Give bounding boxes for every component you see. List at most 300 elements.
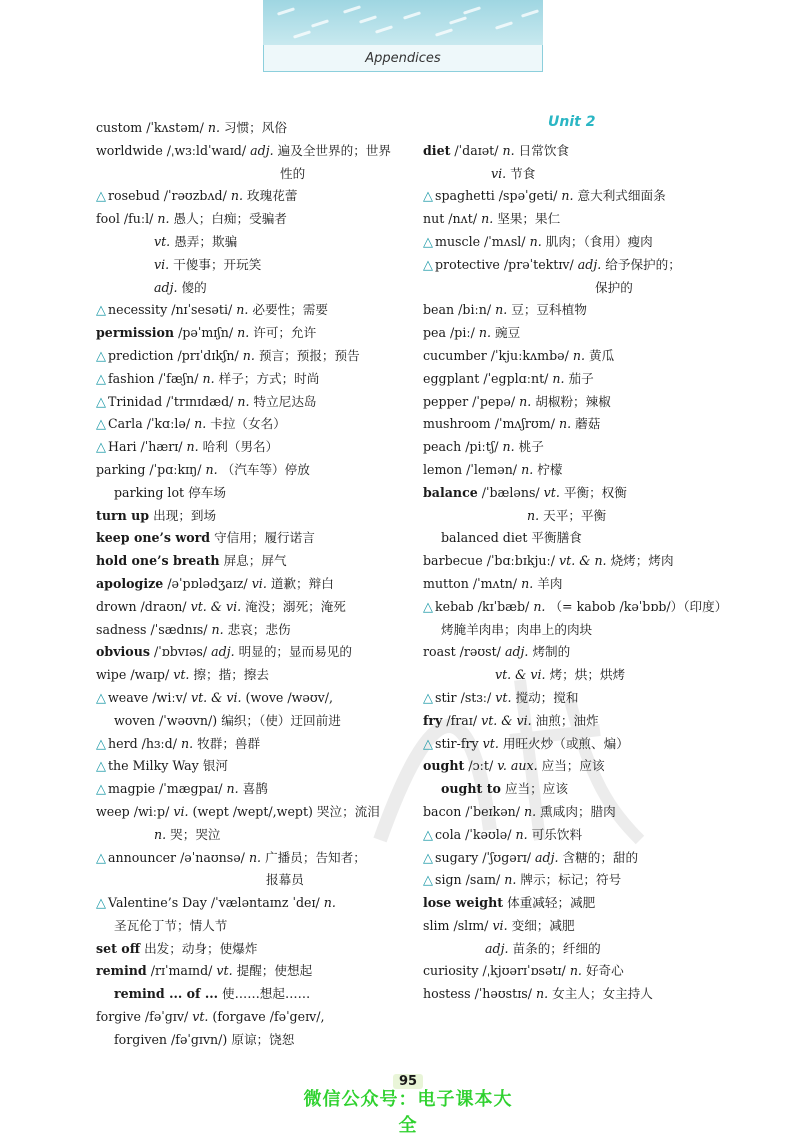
headword: stir /stɜː/ <box>435 689 492 705</box>
part-of-speech: adj. <box>211 644 235 660</box>
part-of-speech: adj. <box>504 644 529 660</box>
definition: 遍及全世界的；世界 <box>277 142 391 158</box>
vocab-entry <box>96 778 396 801</box>
part-of-speech: vt. & vi. <box>190 689 242 705</box>
part-of-speech: vt. <box>495 689 512 705</box>
definition: 提醒；使想起 <box>236 963 313 979</box>
part-of-speech: n. <box>248 849 262 865</box>
vocab-entry <box>96 277 396 300</box>
definition: 停车场 <box>188 484 226 500</box>
wechat-watermark-text: 微信公众号：电子课本大全 <box>303 1089 513 1136</box>
vocab-entry <box>96 892 396 915</box>
page-footer <box>298 1070 518 1136</box>
headword: set off <box>96 940 141 956</box>
vocab-entry <box>423 550 683 573</box>
headword: rosebud /ˈrəʊzbʌd/ <box>108 188 227 204</box>
part-of-speech: n. <box>495 302 508 318</box>
part-of-speech: n. <box>202 370 215 386</box>
definition: 平衡；权衡 <box>563 484 627 500</box>
definition: 明显的；显而易见的 <box>238 644 352 660</box>
definition: 体重减轻；减肥 <box>507 895 596 911</box>
definition: 烤腌羊肉串；肉串上的肉块 <box>441 621 593 637</box>
vocab-entry <box>96 163 396 186</box>
part-of-speech: n. <box>207 120 220 135</box>
part-of-speech: n. <box>502 439 515 455</box>
vocab-entry <box>96 687 396 710</box>
part-of-speech: n. <box>230 188 244 204</box>
part-of-speech: n. <box>558 416 572 432</box>
triangle-marker-icon: △ <box>96 348 106 364</box>
headword: necessity /nɪˈsesəti/ <box>108 302 233 318</box>
headword: nut /nʌt/ <box>423 211 478 227</box>
triangle-marker-icon: △ <box>96 759 106 775</box>
triangle-marker-icon: △ <box>96 850 106 866</box>
vocab-entry <box>423 619 683 642</box>
appendices-header <box>263 0 543 72</box>
headword: lemon /ˈlemən/ <box>423 461 518 477</box>
part-of-speech: n. <box>504 872 517 888</box>
headword: fool /fuːl/ <box>96 211 154 227</box>
headword: weave /wiːv/ <box>108 689 187 705</box>
definition: 银河 <box>202 758 229 774</box>
headword: sugary /ˈʃʊgərɪ/ <box>435 849 532 865</box>
part-of-speech: vi. <box>491 165 507 181</box>
headword: pepper /ˈpepə/ <box>423 393 516 409</box>
headword: bean /biːn/ <box>423 302 492 318</box>
part-of-speech: adj. <box>485 940 509 956</box>
headword: herd /hɜːd/ <box>108 735 177 751</box>
vocab-entry <box>423 915 683 938</box>
definition: 愚人；白痴；受骗者 <box>173 211 287 227</box>
vocab-entry <box>423 277 683 300</box>
vocab-entry <box>423 436 683 459</box>
phonetic: /pəˈmɪʃn/ <box>174 325 234 341</box>
headword: balanced diet <box>441 530 528 546</box>
triangle-marker-icon: △ <box>423 736 433 752</box>
vocab-entry <box>423 664 683 687</box>
part-of-speech: n. <box>535 986 549 1002</box>
headword: protective /prəˈtektɪv/ <box>435 256 574 272</box>
part-of-speech: vi. <box>251 575 267 591</box>
vocab-entry <box>96 482 396 505</box>
vocab-entry <box>423 938 683 961</box>
vocab-entry <box>96 231 396 254</box>
part-of-speech: vi. <box>173 803 189 819</box>
part-of-speech: vt. <box>192 1009 209 1025</box>
headword: remind ... of ... <box>114 986 218 1002</box>
headword: custom /ˈkʌstəm/ <box>96 120 204 135</box>
headword: turn up <box>96 507 150 523</box>
definition: 应当；应该 <box>541 758 605 774</box>
definition: 烤制的 <box>532 644 571 660</box>
definition: 天平；平衡 <box>543 507 607 523</box>
headword: spaghetti /spəˈgeti/ <box>435 188 558 204</box>
vocab-entry <box>423 117 683 140</box>
definition: 玫瑰花蕾 <box>247 188 298 204</box>
vocab-entry <box>423 824 683 847</box>
vocab-entry <box>96 755 396 778</box>
part-of-speech: n. <box>521 575 534 591</box>
triangle-marker-icon: △ <box>96 417 106 433</box>
definition: 卡拉（女名） <box>210 416 286 432</box>
definition: 意大利式细面条 <box>577 188 666 204</box>
triangle-marker-icon: △ <box>96 782 106 798</box>
triangle-marker-icon: △ <box>96 896 106 912</box>
triangle-marker-icon: △ <box>423 257 433 273</box>
definition: 可乐饮料 <box>531 826 583 842</box>
vocab-entry <box>96 573 396 596</box>
phonetic: /ˈbæləns/ <box>477 484 540 500</box>
headword: prediction /prɪˈdɪkʃn/ <box>108 347 239 363</box>
vocab-entry <box>423 801 683 824</box>
definition: 样子；方式；时尚 <box>218 370 320 386</box>
headword: apologize <box>96 575 164 591</box>
definition: 报幕员 <box>266 872 304 888</box>
triangle-marker-icon: △ <box>96 189 106 205</box>
triangle-marker-icon: △ <box>96 736 106 752</box>
vocab-entry <box>96 550 396 573</box>
definition: 桃子 <box>518 439 544 455</box>
definition: 含糖的；甜的 <box>562 849 639 865</box>
definition: 烧烤；烤肉 <box>610 553 674 569</box>
headword: remind <box>96 963 147 979</box>
definition: 茄子 <box>568 370 594 386</box>
part-of-speech: n. <box>237 325 250 341</box>
vocab-entry <box>96 368 396 391</box>
vocab-entry <box>423 322 683 345</box>
definition: 特立尼达岛 <box>253 393 317 409</box>
part-of-speech: adj. <box>250 142 274 158</box>
vocab-entry <box>96 619 396 642</box>
definition: 淹没；溺死；淹死 <box>245 598 346 614</box>
vocab-entry <box>423 482 683 505</box>
part-of-speech: n. <box>478 325 491 341</box>
definition: 羊肉 <box>537 575 563 591</box>
headword: muscle /ˈmʌsl/ <box>435 233 526 249</box>
definition: 愚弄；欺骗 <box>174 233 238 249</box>
vocab-entry <box>423 573 683 596</box>
definition: 许可；允许 <box>253 325 317 341</box>
vocab-entry <box>96 322 396 345</box>
vocab-entry <box>423 778 683 801</box>
phonetic: /əˈpɒlədʒaɪz/ <box>163 575 248 591</box>
definition: 女主人；女主持人 <box>552 986 653 1002</box>
definition: 豌豆 <box>495 325 521 341</box>
vocab-entry <box>96 641 396 664</box>
vocab-entry <box>96 847 396 870</box>
definition: 苗条的；纤细的 <box>512 940 601 956</box>
part-of-speech: vi. <box>492 917 508 933</box>
vocab-entry <box>96 733 396 756</box>
vocab-entry <box>423 368 683 391</box>
definition: 性的 <box>280 165 306 181</box>
triangle-marker-icon: △ <box>423 690 433 706</box>
definition: 平衡膳食 <box>531 530 582 546</box>
phonetic: /ˈɒbvɪəs/ <box>149 644 208 660</box>
part-of-speech: n. <box>242 347 255 363</box>
definition: 习惯；风俗 <box>223 120 287 135</box>
definition: 烤；烘；烘烤 <box>549 667 626 683</box>
definition: 好奇心 <box>585 963 624 979</box>
vocab-entry <box>423 254 683 277</box>
vocab-entry <box>423 847 683 870</box>
vocab-entry <box>423 892 683 915</box>
part-of-speech: n. <box>533 598 546 614</box>
vocab-entry <box>96 436 396 459</box>
headword: bacon /ˈbeɪkən/ <box>423 803 521 819</box>
headword: peach /piːtʃ/ <box>423 439 499 455</box>
definition: 蘑菇 <box>575 416 601 432</box>
vocab-entry <box>423 231 683 254</box>
header-decorative-band <box>263 0 543 45</box>
definition: 屏息；屏气 <box>223 553 287 569</box>
definition: 傻的 <box>181 279 207 295</box>
part-of-speech: n. <box>572 347 585 363</box>
part-of-speech: adj. <box>535 849 559 865</box>
headword: Trinidad /ˈtrɪnɪdæd/ <box>108 393 234 409</box>
definition: 擦；揩；擦去 <box>193 667 269 683</box>
definition: 哈利（男名） <box>202 439 279 455</box>
definition: 牧群；兽群 <box>197 735 261 751</box>
part-of-speech: n. <box>237 393 250 409</box>
headword: slim /slɪm/ <box>423 917 489 933</box>
headword: stir-fry <box>435 735 479 751</box>
phonetic: /fraɪ/ <box>442 712 478 728</box>
definition: 日常饮食 <box>518 142 570 158</box>
vocab-entry <box>96 1006 396 1029</box>
headword: hold one’s breath <box>96 553 220 569</box>
headword: obvious <box>96 644 150 660</box>
definition: （汽车等）停放 <box>221 461 310 477</box>
vocab-entry <box>96 413 396 436</box>
headword: sadness /ˈsædnɪs/ <box>96 621 208 637</box>
vocab-entry <box>423 345 683 368</box>
part-of-speech: n. <box>323 895 336 911</box>
headword: sign /saɪn/ <box>435 872 501 888</box>
part-of-speech: n. <box>226 781 239 797</box>
triangle-marker-icon: △ <box>96 371 106 387</box>
headword: mutton /ˈmʌtn/ <box>423 575 518 591</box>
definition: 油煎；油炸 <box>535 712 599 728</box>
headword: curiosity /ˌkjʊərɪˈɒsətɪ/ <box>423 963 566 979</box>
phonetic: /rɪˈmaɪnd/ <box>146 963 213 979</box>
triangle-marker-icon: △ <box>423 827 433 843</box>
phonetic: /ɔːt/ <box>464 758 494 774</box>
definition: 干傻事；开玩笑 <box>173 256 262 272</box>
vocab-entry <box>96 527 396 550</box>
part-of-speech: vt. <box>482 735 499 751</box>
definition: 编织；（使）迂回前进 <box>221 712 341 728</box>
headword: Valentine’s Day /ˈvæləntaɪnz ˈdeɪ/ <box>108 895 320 911</box>
definition: 广播员；告知者； <box>265 849 366 865</box>
headword: cola /ˈkəʊlə/ <box>435 826 512 842</box>
definition: (wept /wept/,wept) 哭泣；流泪 <box>192 803 380 819</box>
vocab-entry <box>96 505 396 528</box>
definition: 守信用；履行诺言 <box>214 530 315 546</box>
vocab-entry <box>96 391 396 414</box>
vocab-entry <box>96 664 396 687</box>
part-of-speech: n. <box>194 416 207 432</box>
part-of-speech: n. <box>515 826 528 842</box>
vocab-entry <box>423 413 683 436</box>
part-of-speech: n. <box>211 621 224 637</box>
definition: 肌肉；（食用）瘦肉 <box>545 233 653 249</box>
vocab-entry <box>96 824 396 847</box>
definition: 哭；哭泣 <box>170 826 221 842</box>
headword: forgiven /fəˈgɪvn/) <box>114 1031 228 1047</box>
vocab-entry <box>423 710 683 733</box>
headword: wipe /waɪp/ <box>96 667 170 683</box>
definition: 预言；预报；预告 <box>258 347 360 363</box>
vocab-entry <box>96 254 396 277</box>
triangle-marker-icon: △ <box>96 303 106 319</box>
part-of-speech: n. <box>154 826 167 842</box>
header-title: Appendices <box>263 45 543 72</box>
headword: eggplant /ˈegplɑːnt/ <box>423 370 549 386</box>
headword: worldwide /ˌwɜːldˈwaɪd/ <box>96 142 247 158</box>
headword: mushroom /ˈmʌʃrʊm/ <box>423 416 555 432</box>
definition: 豆；豆科植物 <box>511 302 587 318</box>
vocab-entry <box>423 505 683 528</box>
part-of-speech: n. <box>569 963 582 979</box>
definition: 悲哀；悲伤 <box>227 621 291 637</box>
definition: 保护的 <box>595 279 633 295</box>
vocab-entry <box>423 527 683 550</box>
vocab-entry <box>96 1029 396 1052</box>
vocab-entry <box>96 117 396 140</box>
headword: barbecue /ˈbɑːbɪkjuː/ <box>423 553 556 569</box>
part-of-speech: vt. & vi. <box>190 598 242 614</box>
definition: 应当；应该 <box>504 781 568 797</box>
vocab-entry <box>96 185 396 208</box>
part-of-speech: vt. & n. <box>559 553 607 569</box>
headword: cucumber /ˈkjuːkʌmbə/ <box>423 347 569 363</box>
headword: ought <box>423 758 465 774</box>
part-of-speech: vt. <box>216 963 233 979</box>
headword: announcer /əˈnaʊnsə/ <box>108 849 245 865</box>
part-of-speech: n. <box>205 461 218 477</box>
vocab-entry <box>96 915 396 938</box>
headword: fry <box>423 712 443 728</box>
vocab-entry <box>423 391 683 414</box>
part-of-speech: vt. <box>173 667 190 683</box>
part-of-speech: n. <box>552 370 565 386</box>
headword: drown /draʊn/ <box>96 598 187 614</box>
headword: forgive /fəˈgɪv/ <box>96 1009 189 1025</box>
headword: ought to <box>441 781 501 797</box>
triangle-marker-icon: △ <box>423 234 433 250</box>
vocab-entry <box>96 938 396 961</box>
headword: woven /ˈwəʊvn/) <box>114 712 218 728</box>
part-of-speech: adj. <box>154 279 178 295</box>
definition: 给予保护的； <box>605 256 681 272</box>
part-of-speech: vt. <box>154 233 171 249</box>
part-of-speech: vt. & vi. <box>495 667 546 683</box>
vocab-entry <box>96 345 396 368</box>
headword: hostess /ˈhəʊstɪs/ <box>423 986 532 1002</box>
part-of-speech: vt. & vi. <box>481 712 532 728</box>
triangle-marker-icon: △ <box>96 394 106 410</box>
part-of-speech: n. <box>519 393 532 409</box>
vocab-entry <box>96 459 396 482</box>
vocab-entry <box>423 687 683 710</box>
part-of-speech: n. <box>502 142 515 158</box>
vocab-entry <box>96 208 396 231</box>
vocab-entry <box>423 163 683 186</box>
triangle-marker-icon: △ <box>96 690 106 706</box>
definition: (wove /wəʊv/, <box>245 689 334 705</box>
headword: lose weight <box>423 895 504 911</box>
vocab-entry <box>423 596 728 619</box>
headword: keep one’s word <box>96 530 211 546</box>
part-of-speech: n. <box>186 439 199 455</box>
vocab-entry <box>423 140 683 163</box>
unit-title: Unit 2 <box>548 114 596 130</box>
headword: permission <box>96 325 175 341</box>
triangle-marker-icon: △ <box>96 440 106 456</box>
part-of-speech: n. <box>561 188 574 204</box>
definition: 原谅；饶恕 <box>231 1031 295 1047</box>
headword: Carla /ˈkɑːlə/ <box>108 416 191 432</box>
definition: 胡椒粉；辣椒 <box>535 393 611 409</box>
vocab-entry <box>96 140 396 163</box>
definition: 搅动；搅和 <box>515 689 579 705</box>
vocab-entry <box>423 185 683 208</box>
vocab-entry <box>96 869 396 892</box>
headword: diet <box>423 142 451 158</box>
definition: 坚果；果仁 <box>497 211 561 227</box>
page-number: 95 <box>393 1074 423 1089</box>
vocabulary-column-left <box>96 117 396 1052</box>
vocab-entry <box>423 960 683 983</box>
headword: weep /wiːp/ <box>96 803 170 819</box>
vocab-entry <box>96 960 396 983</box>
headword: the Milky Way <box>108 758 199 774</box>
phonetic: /ˈdaɪət/ <box>450 142 499 158</box>
headword: Hari /ˈhærɪ/ <box>108 439 183 455</box>
headword: pea /piː/ <box>423 325 475 341</box>
definition: 熏咸肉；腊肉 <box>540 803 616 819</box>
definition: 节食 <box>510 165 536 181</box>
vocab-entry <box>96 299 396 322</box>
headword: kebab /kɪˈbæb/ <box>435 598 530 614</box>
vocabulary-column-right <box>423 117 728 1006</box>
vocab-entry <box>423 869 683 892</box>
vocab-entry <box>423 755 683 778</box>
part-of-speech: n. <box>521 461 534 477</box>
definition: 用旺火炒（或煎、煸） <box>502 735 629 751</box>
definition: 圣瓦伦丁节；情人节 <box>114 917 228 933</box>
headword: parking lot <box>114 484 185 500</box>
definition: 必要性；需要 <box>252 302 328 318</box>
part-of-speech: n. <box>527 507 540 523</box>
definition: 牌示；标记；符号 <box>520 872 622 888</box>
part-of-speech: vt. <box>543 484 560 500</box>
definition: 变细；减肥 <box>511 917 575 933</box>
part-of-speech: n. <box>157 211 170 227</box>
vocab-entry <box>423 733 683 756</box>
triangle-marker-icon: △ <box>423 850 433 866</box>
definition: （= kabob /kəˈbɒb/）（印度） <box>549 598 728 614</box>
part-of-speech: n. <box>524 803 537 819</box>
definition: 使……想起…… <box>222 986 311 1002</box>
definition: 喜鹊 <box>242 781 268 797</box>
vocab-entry <box>96 710 396 733</box>
part-of-speech: v. aux. <box>497 758 538 774</box>
triangle-marker-icon: △ <box>423 189 433 205</box>
headword: balance <box>423 484 478 500</box>
definition: 柠檬 <box>537 461 563 477</box>
